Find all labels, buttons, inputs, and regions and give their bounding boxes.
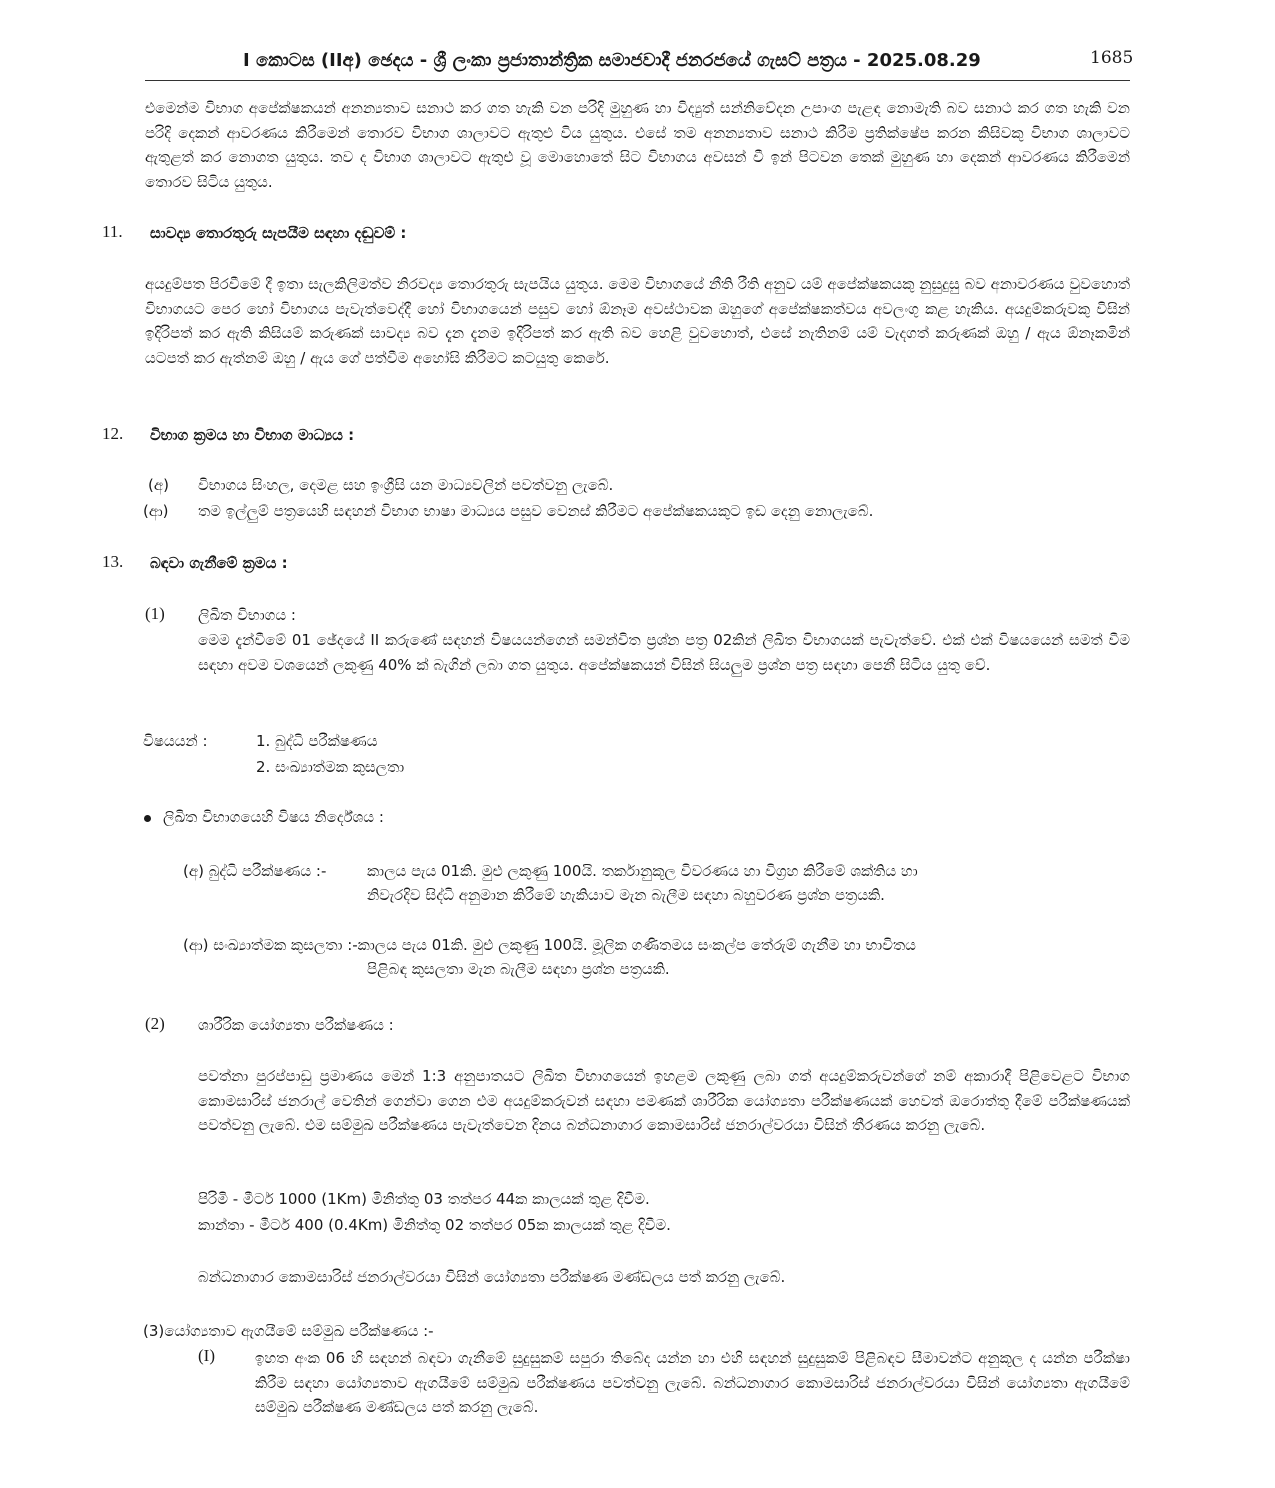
section-12-item-text: තම ඉල්ලුම් පත්‍රයෙහි සඳහන් විභාග භාෂා මාධ්‍යය පසුව වෙනස් කිරීමට අපේක්ෂකයකුට ඉඩ දෙනු නොලැබේ. [198, 502, 874, 520]
section-13-number: 13. [102, 552, 124, 571]
section-12-item-text: විභාගය සිංහල, දෙමළ සහ ඉංග්‍රීසි යන මාධ්‍යවලින් පවත්වනු ලැබේ. [198, 476, 614, 494]
subject-item: 2. සංඛ්‍යාත්මක කුසලතා [256, 758, 405, 776]
section-11-heading: සාවද්‍ය තොරතුරු සැපයීම සඳහා දඬුවම් : [150, 224, 407, 242]
section-12-item-label: (අ) [148, 476, 169, 494]
section-12-number: 12. [102, 424, 124, 443]
physical-test-title: ශාරීරික යෝග්‍යතා පරීක්ෂණය : [198, 1016, 394, 1034]
section-11-number: 11. [102, 222, 123, 241]
page-header-title: I කොටස (IIඅ) ඡෙදය - ශ්‍රී ලංකා ප්‍රජාතාන්ත්‍රික සමාජවාදී ජනරජයේ ගැසට් පත්‍රය - 2025.08.29 [243, 50, 981, 71]
written-exam-body: මෙම දැන්වීමේ 01 ඡේදයේ II කරුණේ සඳහන් විෂයයන්ගෙන් සමන්විත ප්‍රශ්න පත්‍ර 02කින් ලිඛිත විභාගයක් පැවැත්වේ. එක් එක් විෂයයෙන් සමත් වීම සඳහා අවම වශයෙන් ලකුණු 40% ක් බැගින් ලබා ගත යුතුය. අපේක්ෂකයන් විසින් සියලුම ප්‍රශ්න පත්‍ර සඳහා පෙනී සිටිය යුතු වේ. [198, 631, 1130, 674]
section-13-heading: බඳවා ගැනීමේ ක්‍රමය : [150, 554, 288, 572]
interview-label: (I) [198, 1346, 215, 1365]
physical-test-body: පවත්නා පුරප්පාඩු ප්‍රමාණය මෙන් 1:3 අනුපාතයට ලිඛිත විභාගයෙන් ඉහළම ලකුණු ලබා ගත් අයදුම්කරුවන්ගේ නම් අකාරාදී පිළිවෙළට විභාග කොමසාරිස් ජනරාල් වෙතින් ගෙන්වා ගෙන එම අයදුම්කරුවන් සඳහා පමණක් ශාරීරික යෝග්‍යතා පරීක්ෂණයක් හෙවත් ඔරොත්තු දීමේ පරීක්ෂණයක් පවත්වනු ලැබේ. එම සම්මුඛ පරීක්ෂණය පැවැත්වෙන දිනය බන්ධනාගාර කොමසාරිස් ජනරාල්වරයා විසින් තීරණය කරනු ලැබේ. [198, 1067, 1130, 1134]
bullet-icon [144, 815, 151, 822]
header-rule [145, 80, 1130, 81]
syllabus-b-line: පිළිබඳ කුසලතා මැන බැලීම සඳහා ප්‍රශ්න පත්‍රයකි. [367, 960, 670, 978]
syllabus-a-line: කාලය පැය 01කි. මුළු ලකුණු 100යි. තර්කානුකූල විවරණය හා විග්‍රහ කිරීමේ ශක්තිය හා [367, 862, 918, 880]
physical-test-label: (2) [145, 1014, 165, 1033]
interview-heading: (3)යෝග්‍යතාව ඇගයීමේ සම්මුඛ පරීක්ෂණය :- [143, 1322, 434, 1340]
section-12-heading: විභාග ක්‍රමය හා විභාග මාධ්‍යය : [150, 426, 355, 444]
interview-body: ඉහත අංක 06 හි සඳහන් බඳවා ගැනීමේ සුදුසුකම් සපුරා තිබේද යන්න හා එහි සඳහන් සුදුසුකම් පිළිබඳව සීමාවන්ට අනුකූල ද යන්න පරීක්ෂා කිරීම සඳහා යෝග්‍යතාව ඇගයීමේ සම්මුඛ පරීක්ෂණය පවත්වනු ලැබේ. බන්ධනාගාර කොමසාරිස් ජනරාල්වරයා විසින් යෝග්‍යතා ඇගයීමේ සම්මුඛ පරීක්ෂණ මණ්ඩලය පත් කරනු ලැබේ. [255, 1349, 1130, 1416]
subjects-label: විෂයයන් : [143, 732, 208, 750]
syllabus-a-label: (අ) බුද්ධි පරීක්ෂණය :- [183, 862, 327, 880]
physical-board-note: බන්ධනාගාර කොමසාරිස් ජනරාල්වරයා විසින් යෝග්‍යතා පරීක්ෂණ මණ්ඩලය පත් කරනු ලැබේ. [198, 1268, 786, 1286]
written-exam-label: (1) [145, 604, 165, 623]
page-number: 1685 [1090, 48, 1134, 68]
physical-female-requirement: කාන්තා - මීටර් 400 (0.4Km) මිනිත්තු 02 තත්පර 05ක කාලයක් තුළ දිවීම. [198, 1216, 671, 1234]
intro-paragraph: එමෙන්ම විභාග අපේක්ෂකයන් අනන්‍යතාව සනාථ කර ගත හැකි වන පරිදි මුහුණ හා විද්‍යුත් සන්නිවේදන උපාංග පැළඳ නොමැති බව සනාථ කර ගත හැකි වන පරිදි දෙකන් ආවරණය කිරීමෙන් තොරව විභාග ශාලාවට ඇතුළු විය යුතුය. එසේ තම අනන්‍යතාව සනාථ කිරීම ප්‍රතික්ෂේප කරන කිසිවකු විභාග ශාලාවට ඇතුළත් කර නොගත යුතුය. තව ද විභාග ශාලාවට ඇතුළු වූ මොහොතේ සිට විභාගය අවසන් වී ඉන් පිටවන තෙක් මුහුණ හා දෙකන් ආවරණය කිරීමෙන් තොරව සිටිය යුතුය. [145, 99, 1130, 191]
syllabus-heading: ලිඛිත විභාගයෙහි විෂය නිර්දේශය : [163, 808, 384, 826]
written-exam-title: ලිඛිත විභාගය : [198, 606, 296, 624]
physical-male-requirement: පිරිමි - මීටර් 1000 (1Km) මිනිත්තු 03 තත්පර 44ක කාලයක් තුළ දිවීම. [198, 1190, 650, 1208]
section-11-body: අයදුම්පත පිරවීමේ දී ඉතා සැලකිලිමත්ව නිරවද්‍ය තොරතුරු සැපයිය යුතුය. මෙම විභාගයේ නීති රීති අනුව යම් අපේක්ෂකයකු නුසුදුසු බව අනාවරණය වුවහොත් විභාගයට පෙර හෝ විභාගය පැවැත්වෙද්දී හෝ විභාගයෙන් පසුව හෝ ඕනෑම අවස්ථාවක ඔහුගේ අපේක්ෂකත්වය අවලංගු කළ හැකිය. අයදුම්කරුවකු විසින් ඉදිරිපත් කර ඇති කිසියම් කරුණක් සාවද්‍ය බව දැන දැනම ඉදිරිපත් කර ඇති බව හෙළි වුවහොත්, එසේ නැතිනම් යම් වැදගත් කරුණක් ඔහු / ඇය ඕනෑකමින් යටපත් කර ඇත්නම් ඔහු / ඇය ගේ පත්වීම අහෝසි කිරීමට කටයුතු කෙරේ. [145, 275, 1130, 367]
section-12-item-label: (ආ) [143, 502, 169, 520]
syllabus-a-line: නිවැරදිව සිද්ධි අනුමාන කිරීමේ හැකියාව මැන බැලීම සඳහා බහුවරණ ප්‍රශ්න පත්‍රයකි. [367, 886, 885, 904]
syllabus-b-line: (ආ) සංඛ්‍යාත්මක කුසලතා :-කාලය පැය 01කි. මුළු ලකුණු 100යි. මූලික ගණිතමය සංකල්ප තේරුම් ගැනීම හා භාවිතය [183, 936, 916, 954]
subject-item: 1. බුද්ධි පරීක්ෂණය [256, 732, 378, 750]
